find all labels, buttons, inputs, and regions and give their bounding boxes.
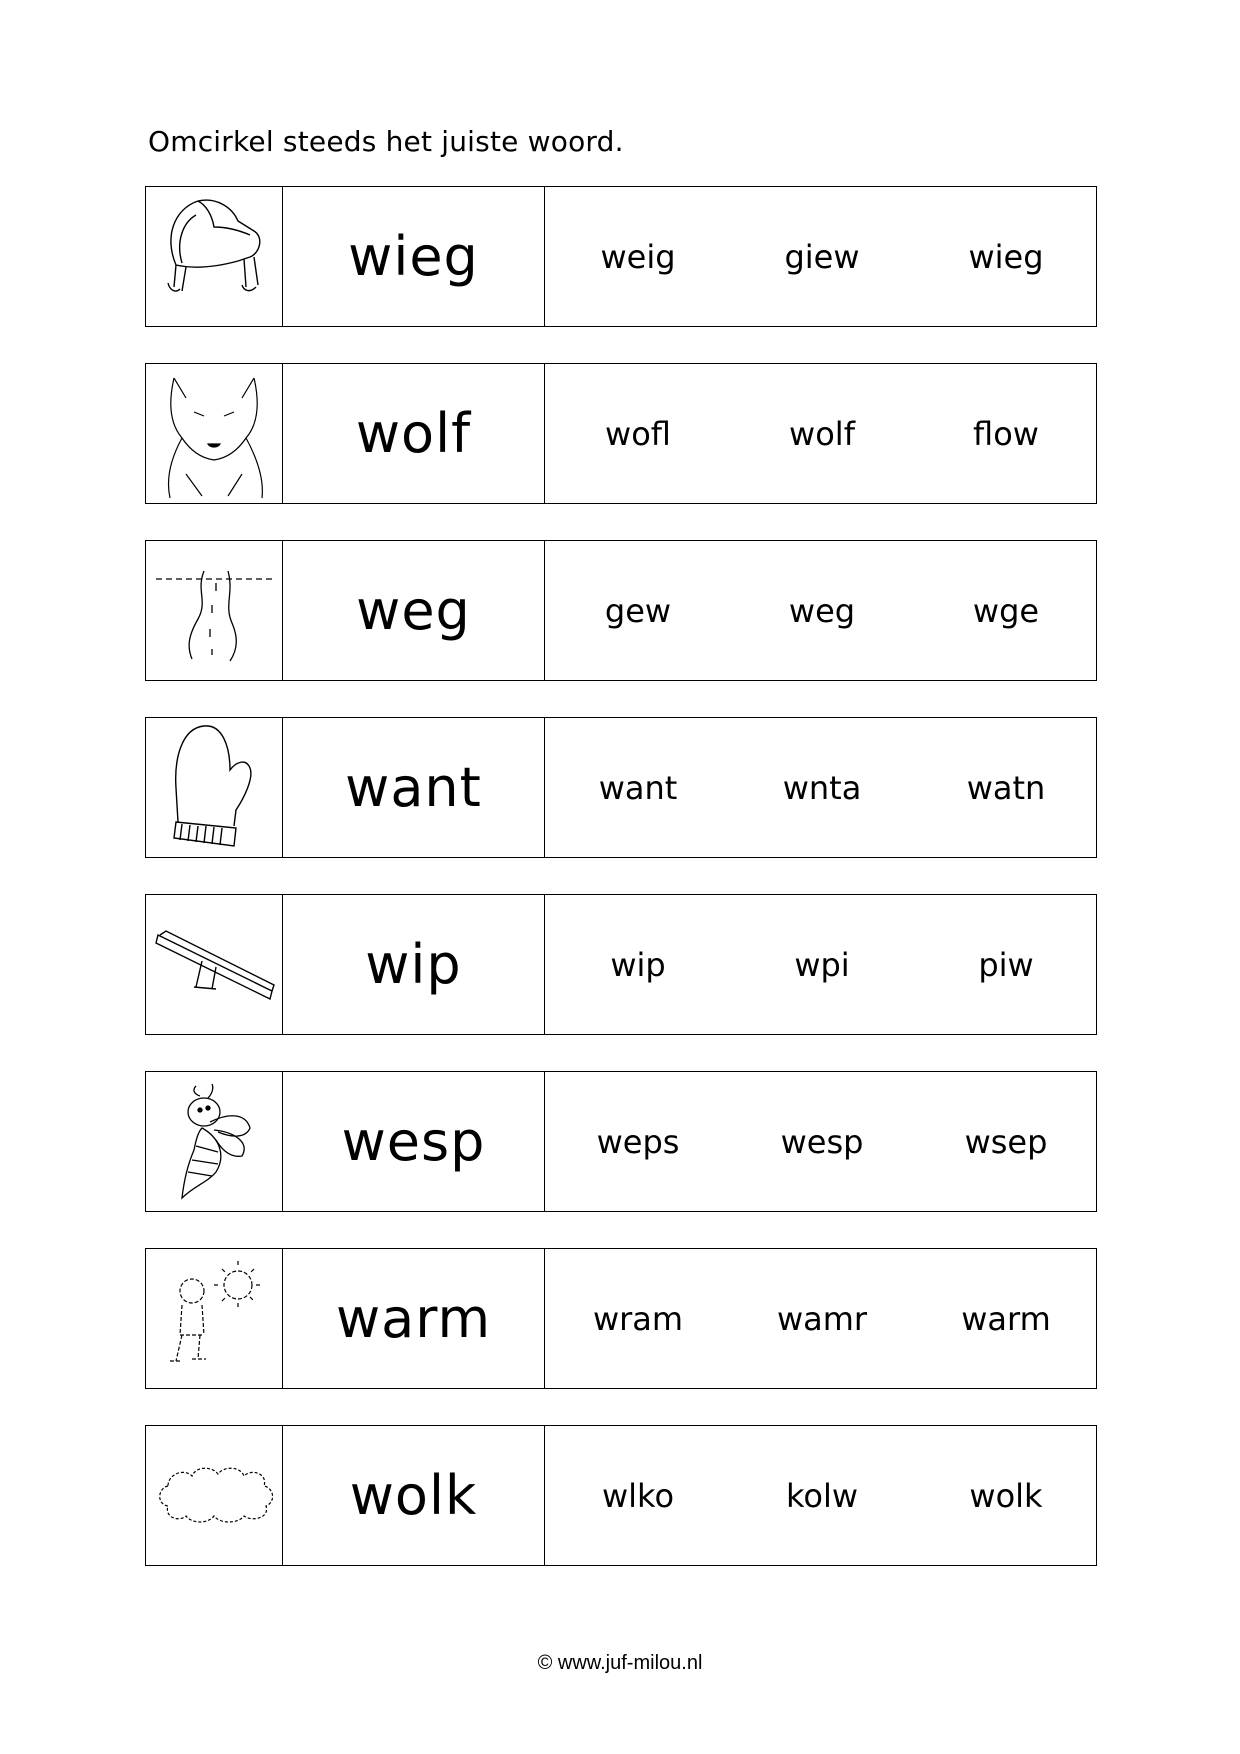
option-word[interactable]: want [598,768,678,807]
target-word: wesp [341,1110,486,1173]
sun-person-icon [146,1249,283,1388]
option-word[interactable]: wnta [782,768,862,807]
option-word[interactable]: weig [600,237,676,276]
target-word: weg [356,579,471,642]
target-word: wip [365,933,462,996]
target-word: want [345,756,482,819]
target-word: warm [335,1287,492,1350]
target-word: wolf [355,402,472,465]
option-word[interactable]: wofl [605,414,671,453]
wolf-icon [146,364,283,503]
option-word[interactable]: flow [973,414,1039,453]
target-word: wieg [348,225,479,288]
exercise-row [145,894,1097,1035]
cloud-icon [146,1426,283,1565]
option-word[interactable]: watn [966,768,1046,807]
option-word[interactable]: wpi [794,945,850,984]
option-word[interactable]: giew [784,237,860,276]
cradle-icon [146,187,283,326]
wasp-icon [146,1072,283,1211]
option-word[interactable]: wieg [968,237,1044,276]
exercise-row [145,186,1097,327]
target-word: wolk [349,1464,478,1527]
option-word[interactable]: wolk [969,1476,1043,1515]
option-word[interactable]: wip [610,945,666,984]
exercise-row [145,540,1097,681]
option-word[interactable]: wge [972,591,1040,630]
road-icon [146,541,283,680]
option-word[interactable]: weg [788,591,856,630]
option-word[interactable]: wamr [776,1299,868,1338]
footer-copyright: © www.juf-milou.nl [537,1652,703,1674]
seesaw-icon [146,895,283,1034]
exercise-list [145,186,1097,1602]
instruction-text: Omcirkel steeds het juiste woord. [148,125,624,158]
option-word[interactable]: warm [961,1299,1051,1338]
option-word[interactable]: wesp [780,1122,864,1161]
option-word[interactable]: gew [604,591,672,630]
mitten-icon [146,718,283,857]
option-word[interactable]: wram [592,1299,684,1338]
option-word[interactable]: piw [978,945,1034,984]
exercise-row [145,363,1097,504]
option-word[interactable]: wsep [964,1122,1048,1161]
exercise-row [145,1248,1097,1389]
option-word[interactable]: weps [596,1122,680,1161]
exercise-row [145,1425,1097,1566]
option-word[interactable]: wolf [789,414,855,453]
exercise-row [145,717,1097,858]
option-word[interactable]: wlko [601,1476,675,1515]
exercise-row [145,1071,1097,1212]
option-word[interactable]: kolw [785,1476,859,1515]
